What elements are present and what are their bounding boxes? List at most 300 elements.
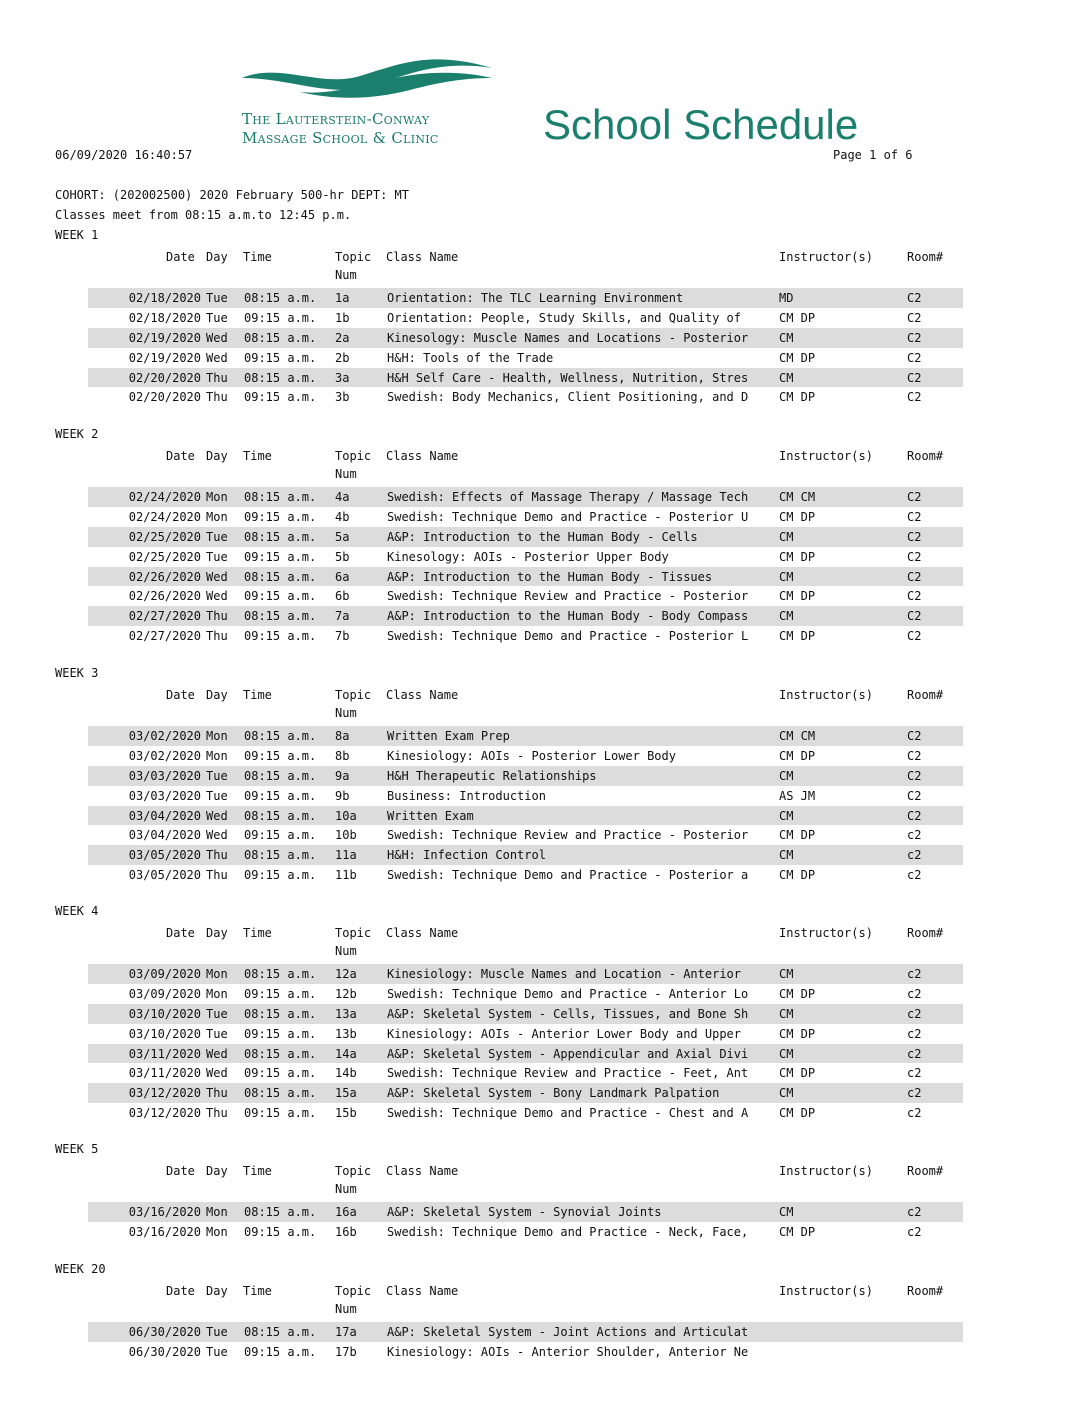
cell-day: Wed xyxy=(206,589,228,604)
cell-date: 03/04/2020 xyxy=(128,808,201,823)
table-row xyxy=(88,1342,963,1362)
cell-room: C2 xyxy=(907,549,922,564)
table-header xyxy=(55,686,975,726)
cell-class-name: Swedish: Technique Demo and Practice - Neck, Face, xyxy=(387,1224,749,1239)
page-number: Page 1 of 6 xyxy=(833,148,913,162)
cell-class-name: Swedish: Effects of Massage Therapy / Massage Tech xyxy=(387,490,749,504)
cell-instructors: CM xyxy=(779,330,794,345)
wave-logo-icon xyxy=(240,48,496,108)
cell-date: 02/27/2020 xyxy=(128,609,201,624)
cell-date: 03/02/2020 xyxy=(128,748,201,763)
column-header-topic: Topic Num xyxy=(335,1164,372,1196)
week-section xyxy=(55,228,975,407)
cell-time: 08:15 a.m. xyxy=(244,330,317,345)
table-header xyxy=(55,924,975,964)
cell-room: C2 xyxy=(907,490,922,504)
cell-instructors: CM DP xyxy=(779,350,816,365)
cell-topic-num: 2a xyxy=(335,330,350,345)
cell-class-name: A&P: Introduction to the Human Body - Cells xyxy=(387,529,698,544)
cell-date: 02/18/2020 xyxy=(128,291,201,305)
cell-room: c2 xyxy=(907,1106,922,1121)
table-row xyxy=(88,288,963,308)
cell-date: 02/19/2020 xyxy=(128,330,201,345)
cell-day: Mon xyxy=(206,1224,228,1239)
cell-date: 03/12/2020 xyxy=(128,1106,201,1121)
cell-topic-num: 12a xyxy=(335,967,357,981)
column-header-time: Time xyxy=(243,449,272,463)
table-row xyxy=(88,308,963,328)
cell-day: Mon xyxy=(206,490,228,504)
cell-instructors: CM DP xyxy=(779,1224,816,1239)
cell-room: C2 xyxy=(907,569,922,584)
table-row xyxy=(88,567,963,587)
cell-day: Mon xyxy=(206,986,228,1001)
cell-time: 09:15 a.m. xyxy=(244,748,317,763)
column-header-room: Room# xyxy=(907,449,944,463)
column-header-instructors: Instructor(s) xyxy=(779,1284,873,1298)
cell-time: 09:15 a.m. xyxy=(244,1106,317,1121)
column-header-instructors: Instructor(s) xyxy=(779,1164,873,1178)
class-hours-line: Classes meet from 08:15 a.m.to 12:45 p.m. xyxy=(55,208,352,222)
column-header-instructors: Instructor(s) xyxy=(779,449,873,463)
cell-time: 09:15 a.m. xyxy=(244,509,317,524)
table-row xyxy=(88,1083,963,1103)
cell-instructors: CM DP xyxy=(779,629,816,644)
cell-day: Thu xyxy=(206,609,228,624)
cell-room: C2 xyxy=(907,350,922,365)
table-row xyxy=(88,368,963,388)
cell-date: 02/24/2020 xyxy=(128,509,201,524)
cell-time: 09:15 a.m. xyxy=(244,788,317,803)
cell-day: Thu xyxy=(206,1086,228,1101)
logo-line1: The Lauterstein-Conway xyxy=(242,110,430,128)
week-section xyxy=(55,1142,975,1242)
cell-time: 09:15 a.m. xyxy=(244,986,317,1001)
cell-topic-num: 7a xyxy=(335,609,350,624)
cell-instructors: CM xyxy=(779,1205,794,1219)
column-header-instructors: Instructor(s) xyxy=(779,688,873,702)
cell-room: C2 xyxy=(907,609,922,624)
cell-instructors: CM CM xyxy=(779,729,816,743)
column-header-date: Date xyxy=(166,250,195,264)
cell-instructors: CM DP xyxy=(779,748,816,763)
cell-day: Thu xyxy=(206,390,228,405)
week-section xyxy=(55,427,975,646)
cell-time: 08:15 a.m. xyxy=(244,490,317,504)
cell-time: 08:15 a.m. xyxy=(244,1205,317,1219)
cell-instructors: CM DP xyxy=(779,1026,816,1041)
week-section xyxy=(55,1262,975,1362)
cell-room: c2 xyxy=(907,986,922,1001)
cell-class-name: A&P: Skeletal System - Cells, Tissues, and Bone Sh xyxy=(387,1006,749,1021)
column-header-class-name: Class Name xyxy=(386,1284,459,1298)
cell-date: 03/03/2020 xyxy=(128,768,201,783)
column-header-day: Day xyxy=(206,1164,228,1178)
column-header-time: Time xyxy=(243,688,272,702)
cell-room: c2 xyxy=(907,1224,922,1239)
cell-time: 09:15 a.m. xyxy=(244,1066,317,1081)
cell-class-name: Kinesiology: AOIs - Anterior Shoulder, Anterior Ne xyxy=(387,1344,749,1359)
cell-date: 02/25/2020 xyxy=(128,529,201,544)
cell-time: 09:15 a.m. xyxy=(244,828,317,843)
cell-topic-num: 16b xyxy=(335,1224,357,1239)
column-header-day: Day xyxy=(206,449,228,463)
cell-topic-num: 5b xyxy=(335,549,350,564)
cell-class-name: Swedish: Technique Demo and Practice - Posterior L xyxy=(387,629,749,644)
cell-time: 09:15 a.m. xyxy=(244,1344,317,1359)
column-header-topic: Topic Num xyxy=(335,688,372,720)
cell-class-name: A&P: Introduction to the Human Body - Tissues xyxy=(387,569,713,584)
cell-instructors: MD xyxy=(779,291,794,305)
column-header-instructors: Instructor(s) xyxy=(779,926,873,940)
column-header-instructors: Instructor(s) xyxy=(779,250,873,264)
cell-topic-num: 6b xyxy=(335,589,350,604)
cell-instructors: CM xyxy=(779,370,794,385)
column-header-class-name: Class Name xyxy=(386,449,459,463)
cell-time: 08:15 a.m. xyxy=(244,848,317,863)
cell-day: Wed xyxy=(206,828,228,843)
cell-room: c2 xyxy=(907,1086,922,1101)
cell-date: 03/05/2020 xyxy=(128,868,201,883)
cell-topic-num: 10a xyxy=(335,808,357,823)
cell-topic-num: 17b xyxy=(335,1344,357,1359)
cell-instructors: CM DP xyxy=(779,986,816,1001)
cell-class-name: Kinesiology: AOIs - Anterior Lower Body and Upper xyxy=(387,1026,742,1041)
column-header-time: Time xyxy=(243,1284,272,1298)
column-header-class-name: Class Name xyxy=(386,688,459,702)
cell-instructors: CM DP xyxy=(779,1106,816,1121)
cell-day: Tue xyxy=(206,291,228,305)
cell-time: 08:15 a.m. xyxy=(244,1086,317,1101)
cell-class-name: Swedish: Technique Review and Practice - Feet, Ant xyxy=(387,1066,749,1081)
table-row xyxy=(88,1024,963,1044)
table-row xyxy=(88,586,963,606)
week-label: WEEK 1 xyxy=(55,228,99,242)
cell-topic-num: 1a xyxy=(335,291,350,305)
cell-instructors: CM DP xyxy=(779,509,816,524)
cell-date: 02/20/2020 xyxy=(128,390,201,405)
cell-class-name: Orientation: People, Study Skills, and Quality of xyxy=(387,310,742,325)
cohort-line: COHORT: (202002500) 2020 February 500-hr DEPT: MT xyxy=(55,188,410,202)
cell-topic-num: 11a xyxy=(335,848,357,863)
cell-room: c2 xyxy=(907,1046,922,1061)
cell-class-name: Kinesology: Muscle Names and Locations - Posterior xyxy=(387,330,749,345)
cell-topic-num: 10b xyxy=(335,828,357,843)
cell-topic-num: 9a xyxy=(335,768,350,783)
column-header-time: Time xyxy=(243,1164,272,1178)
cell-room: C2 xyxy=(907,291,922,305)
table-row xyxy=(88,984,963,1004)
cell-date: 03/11/2020 xyxy=(128,1046,201,1061)
cell-class-name: Orientation: The TLC Learning Environment xyxy=(387,291,684,305)
cell-day: Mon xyxy=(206,729,228,743)
cell-class-name: A&P: Introduction to the Human Body - Body Compass xyxy=(387,609,749,624)
cell-date: 03/16/2020 xyxy=(128,1205,201,1219)
cell-time: 09:15 a.m. xyxy=(244,629,317,644)
cell-topic-num: 5a xyxy=(335,529,350,544)
cell-instructors: CM xyxy=(779,967,794,981)
cell-topic-num: 4b xyxy=(335,509,350,524)
column-header-date: Date xyxy=(166,926,195,940)
cell-date: 02/25/2020 xyxy=(128,549,201,564)
cell-time: 08:15 a.m. xyxy=(244,609,317,624)
table-header xyxy=(55,447,975,487)
cell-day: Thu xyxy=(206,1106,228,1121)
cell-time: 09:15 a.m. xyxy=(244,549,317,564)
cell-day: Wed xyxy=(206,1046,228,1061)
cell-topic-num: 6a xyxy=(335,569,350,584)
cell-day: Tue xyxy=(206,1344,228,1359)
cell-class-name: A&P: Skeletal System - Bony Landmark Palpation xyxy=(387,1086,720,1101)
cell-class-name: Written Exam Prep xyxy=(387,729,510,743)
cell-instructors: CM DP xyxy=(779,390,816,405)
cell-time: 08:15 a.m. xyxy=(244,768,317,783)
cell-class-name: H&H Self Care - Health, Wellness, Nutrition, Stres xyxy=(387,370,749,385)
cell-topic-num: 4a xyxy=(335,490,350,504)
table-header xyxy=(55,248,975,288)
logo-line2: Massage School & Clinic xyxy=(242,129,439,147)
cell-room: c2 xyxy=(907,967,922,981)
cell-topic-num: 2b xyxy=(335,350,350,365)
cell-date: 02/27/2020 xyxy=(128,629,201,644)
column-header-day: Day xyxy=(206,688,228,702)
cell-instructors: CM DP xyxy=(779,310,816,325)
cell-room: C2 xyxy=(907,390,922,405)
cell-class-name: Kinesiology: AOIs - Posterior Lower Body xyxy=(387,748,676,763)
cell-class-name: A&P: Skeletal System - Appendicular and Axial Divi xyxy=(387,1046,749,1061)
cell-time: 08:15 a.m. xyxy=(244,370,317,385)
cell-day: Wed xyxy=(206,808,228,823)
cell-instructors: CM DP xyxy=(779,589,816,604)
cell-class-name: Swedish: Technique Demo and Practice - Anterior Lo xyxy=(387,986,749,1001)
column-header-day: Day xyxy=(206,1284,228,1298)
cell-day: Thu xyxy=(206,370,228,385)
cell-room: c2 xyxy=(907,1026,922,1041)
table-row xyxy=(88,527,963,547)
cell-time: 09:15 a.m. xyxy=(244,390,317,405)
week-label: WEEK 4 xyxy=(55,904,99,918)
cell-day: Tue xyxy=(206,310,228,325)
cell-room: C2 xyxy=(907,629,922,644)
cell-date: 02/18/2020 xyxy=(128,310,201,325)
cell-class-name: A&P: Skeletal System - Joint Actions and Articulat xyxy=(387,1325,749,1339)
cell-topic-num: 11b xyxy=(335,868,357,883)
print-timestamp: 06/09/2020 16:40:57 xyxy=(55,148,193,162)
column-header-room: Room# xyxy=(907,926,944,940)
table-row xyxy=(88,626,963,646)
cell-class-name: Swedish: Technique Demo and Practice - Posterior a xyxy=(387,868,749,883)
cell-time: 09:15 a.m. xyxy=(244,868,317,883)
cell-room: c2 xyxy=(907,1006,922,1021)
cell-topic-num: 17a xyxy=(335,1325,357,1339)
week-label: WEEK 3 xyxy=(55,666,99,680)
cell-day: Tue xyxy=(206,1026,228,1041)
cell-topic-num: 9b xyxy=(335,788,350,803)
table-row xyxy=(88,1222,963,1242)
cell-room: c2 xyxy=(907,828,922,843)
cell-instructors: CM xyxy=(779,569,794,584)
table-row xyxy=(88,1103,963,1123)
table-row xyxy=(88,806,963,826)
cell-room: C2 xyxy=(907,370,922,385)
table-row xyxy=(88,348,963,368)
column-header-date: Date xyxy=(166,1164,195,1178)
cell-class-name: H&H: Infection Control xyxy=(387,848,546,863)
cell-room: C2 xyxy=(907,589,922,604)
cell-date: 02/24/2020 xyxy=(128,490,201,504)
cell-time: 09:15 a.m. xyxy=(244,350,317,365)
cell-room: c2 xyxy=(907,848,922,863)
week-section xyxy=(55,904,975,1123)
table-row xyxy=(88,606,963,626)
cell-instructors: CM xyxy=(779,609,794,624)
cell-class-name: Swedish: Technique Demo and Practice - Posterior U xyxy=(387,509,749,524)
cell-instructors: CM xyxy=(779,1086,794,1101)
cell-class-name: A&P: Skeletal System - Synovial Joints xyxy=(387,1205,662,1219)
table-row xyxy=(88,845,963,865)
cell-topic-num: 15b xyxy=(335,1106,357,1121)
cell-room: c2 xyxy=(907,1066,922,1081)
table-row xyxy=(88,726,963,746)
cell-day: Thu xyxy=(206,868,228,883)
cell-time: 09:15 a.m. xyxy=(244,1026,317,1041)
cell-instructors: CM DP xyxy=(779,868,816,883)
cell-room: C2 xyxy=(907,310,922,325)
table-row xyxy=(88,387,963,407)
cell-day: Tue xyxy=(206,1006,228,1021)
cell-date: 03/03/2020 xyxy=(128,788,201,803)
cell-topic-num: 14a xyxy=(335,1046,357,1061)
column-header-room: Room# xyxy=(907,688,944,702)
cell-date: 03/11/2020 xyxy=(128,1066,201,1081)
cell-time: 08:15 a.m. xyxy=(244,808,317,823)
cell-topic-num: 13b xyxy=(335,1026,357,1041)
cell-date: 02/19/2020 xyxy=(128,350,201,365)
cell-room: C2 xyxy=(907,808,922,823)
cell-instructors: CM xyxy=(779,808,794,823)
table-header xyxy=(55,1162,975,1202)
cell-day: Wed xyxy=(206,330,228,345)
cell-instructors: CM xyxy=(779,768,794,783)
cell-instructors: CM xyxy=(779,1046,794,1061)
table-header xyxy=(55,1282,975,1322)
cell-room: C2 xyxy=(907,529,922,544)
column-header-class-name: Class Name xyxy=(386,1164,459,1178)
column-header-topic: Topic Num xyxy=(335,1284,372,1316)
column-header-room: Room# xyxy=(907,1164,944,1178)
column-header-date: Date xyxy=(166,688,195,702)
cell-day: Mon xyxy=(206,1205,228,1219)
cell-topic-num: 13a xyxy=(335,1006,357,1021)
cell-topic-num: 12b xyxy=(335,986,357,1001)
cell-date: 02/20/2020 xyxy=(128,370,201,385)
cell-room: c2 xyxy=(907,868,922,883)
cell-class-name: Written Exam xyxy=(387,808,474,823)
cell-room: C2 xyxy=(907,768,922,783)
table-row xyxy=(88,825,963,845)
cell-time: 08:15 a.m. xyxy=(244,1006,317,1021)
cell-day: Tue xyxy=(206,549,228,564)
week-label: WEEK 2 xyxy=(55,427,99,441)
table-row xyxy=(88,328,963,348)
page-title: School Schedule xyxy=(543,101,859,148)
cell-date: 06/30/2020 xyxy=(128,1325,201,1339)
cell-day: Mon xyxy=(206,967,228,981)
cell-date: 03/10/2020 xyxy=(128,1006,201,1021)
cell-date: 06/30/2020 xyxy=(128,1344,201,1359)
cell-topic-num: 7b xyxy=(335,629,350,644)
week-label: WEEK 5 xyxy=(55,1142,99,1156)
table-row xyxy=(88,746,963,766)
cell-class-name: Swedish: Technique Review and Practice - Posterior xyxy=(387,589,749,604)
cell-class-name: H&H Therapeutic Relationships xyxy=(387,768,597,783)
cell-class-name: Kinesiology: Muscle Names and Location - Anterior xyxy=(387,967,742,981)
column-header-time: Time xyxy=(243,250,272,264)
cell-date: 02/26/2020 xyxy=(128,589,201,604)
table-row xyxy=(88,507,963,527)
cell-instructors: CM CM xyxy=(779,490,816,504)
column-header-date: Date xyxy=(166,1284,195,1298)
cell-day: Tue xyxy=(206,1325,228,1339)
table-row xyxy=(88,865,963,885)
cell-day: Thu xyxy=(206,848,228,863)
cell-day: Thu xyxy=(206,629,228,644)
cell-date: 03/10/2020 xyxy=(128,1026,201,1041)
column-header-room: Room# xyxy=(907,250,944,264)
cell-class-name: Swedish: Technique Demo and Practice - Chest and A xyxy=(387,1106,749,1121)
column-header-time: Time xyxy=(243,926,272,940)
cell-day: Wed xyxy=(206,1066,228,1081)
cell-time: 08:15 a.m. xyxy=(244,729,317,743)
week-label: WEEK 20 xyxy=(55,1262,106,1276)
cell-class-name: H&H: Tools of the Trade xyxy=(387,350,554,365)
column-header-day: Day xyxy=(206,926,228,940)
cell-time: 08:15 a.m. xyxy=(244,569,317,584)
cell-day: Mon xyxy=(206,748,228,763)
cell-time: 08:15 a.m. xyxy=(244,291,317,305)
table-row xyxy=(88,964,963,984)
cell-day: Wed xyxy=(206,350,228,365)
cell-time: 08:15 a.m. xyxy=(244,1325,317,1339)
cell-date: 03/09/2020 xyxy=(128,967,201,981)
cell-time: 09:15 a.m. xyxy=(244,310,317,325)
cell-room: C2 xyxy=(907,330,922,345)
logo-text xyxy=(242,110,439,148)
cell-time: 09:15 a.m. xyxy=(244,589,317,604)
cell-instructors: CM xyxy=(779,848,794,863)
cell-room: C2 xyxy=(907,509,922,524)
table-row xyxy=(88,766,963,786)
cell-date: 03/04/2020 xyxy=(128,828,201,843)
cell-day: Tue xyxy=(206,788,228,803)
column-header-date: Date xyxy=(166,449,195,463)
cell-room: C2 xyxy=(907,748,922,763)
cell-instructors: AS JM xyxy=(779,788,816,803)
cell-time: 08:15 a.m. xyxy=(244,529,317,544)
column-header-topic: Topic Num xyxy=(335,926,372,958)
table-row xyxy=(88,547,963,567)
table-row xyxy=(88,1044,963,1064)
table-row xyxy=(88,487,963,507)
cell-time: 08:15 a.m. xyxy=(244,967,317,981)
cell-instructors: CM DP xyxy=(779,1066,816,1081)
cell-day: Tue xyxy=(206,529,228,544)
cell-class-name: Swedish: Body Mechanics, Client Positioning, and D xyxy=(387,390,749,405)
cell-day: Tue xyxy=(206,768,228,783)
table-row xyxy=(88,1202,963,1222)
cell-date: 03/05/2020 xyxy=(128,848,201,863)
cell-class-name: Swedish: Technique Review and Practice - Posterior xyxy=(387,828,749,843)
